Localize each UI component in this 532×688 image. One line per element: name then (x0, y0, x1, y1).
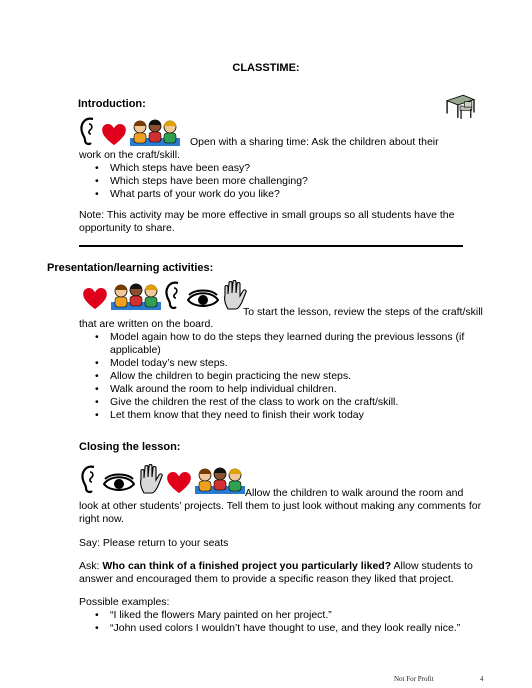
closing-ask (79, 560, 473, 573)
closing-lead-cont2: right now. (79, 513, 124, 525)
closing-icons (80, 464, 246, 494)
list-item (84, 344, 464, 357)
list-item: • What parts of your work do you like? (84, 188, 308, 201)
intro-note-cont: opportunity to share. (79, 222, 175, 234)
page-number: 4 (480, 675, 484, 683)
intro-icons (79, 116, 181, 146)
closing-lead: Allow the children to walk around the room and (245, 487, 464, 499)
closing-lead-cont: look at other students’ projects. Tell them to just look without making any comments for (79, 500, 482, 512)
closing-say: Say: Please return to your seats (79, 537, 229, 549)
ear-icon (80, 464, 100, 494)
list-item: • Walk around the room to help individual children. (84, 383, 464, 396)
list-item: • Give the children the rest of the class to work on the craft/skill. (84, 396, 464, 409)
ask-rest: Allow students to (391, 560, 473, 572)
list-item: • Let them know that they need to finish their work today (84, 409, 464, 422)
children-group-icon (110, 280, 162, 310)
list-item: • Which steps have been easy? (84, 162, 308, 175)
children-group-icon (129, 116, 181, 146)
ear-icon (79, 116, 99, 146)
intro-bullet-list (84, 162, 308, 201)
list-item: • Model today’s new steps. (84, 357, 464, 370)
ear-icon (164, 280, 184, 310)
section-divider (79, 245, 463, 247)
presentation-lead: To start the lesson, review the steps of the craft/skill (243, 306, 483, 318)
page-title: CLASSTIME: (232, 62, 300, 74)
heart-icon (101, 124, 127, 146)
presentation-bullet-list (84, 331, 464, 422)
examples-list (84, 609, 460, 635)
closing-ask-cont: answer and encouraged them to provide a specific reason they liked that project. (79, 573, 454, 585)
heart-icon (166, 472, 192, 494)
list-item: • “John used colors I wouldn’t have thought to use, and they look really nice.” (84, 622, 460, 635)
heart-icon (82, 288, 108, 310)
intro-heading: Introduction: (78, 98, 146, 110)
list-item: • Allow the children to begin practicing the new steps. (84, 370, 464, 383)
list-item-cont: applicable) (110, 344, 161, 356)
intro-lead: Open with a sharing time: Ask the children about their (190, 136, 439, 148)
desk-chair-icon (443, 92, 477, 120)
list-item: • Model again how to do the steps they learned during the previous lessons (if (84, 331, 464, 344)
list-item: • “I liked the flowers Mary painted on her project.” (84, 609, 460, 622)
eye-icon (102, 472, 136, 494)
presentation-lead-cont: that are written on the board. (79, 318, 214, 330)
children-group-icon (194, 464, 246, 494)
ask-prefix: Ask: (79, 560, 103, 572)
hand-icon (138, 464, 164, 494)
intro-note: Note: This activity may be more effective in small groups so all students have the (79, 209, 455, 221)
ask-question: Who can think of a finished project you particularly liked? (102, 560, 392, 572)
intro-lead-cont: work on the craft/skill. (79, 149, 180, 161)
closing-heading: Closing the lesson: (79, 441, 181, 453)
examples-label: Possible examples: (79, 596, 170, 608)
eye-icon (186, 288, 220, 310)
footer-text: Not For Profit (394, 675, 434, 683)
list-item: • Which steps have been more challenging? (84, 175, 308, 188)
presentation-icons (82, 280, 248, 310)
presentation-heading: Presentation/learning activities: (47, 262, 214, 274)
